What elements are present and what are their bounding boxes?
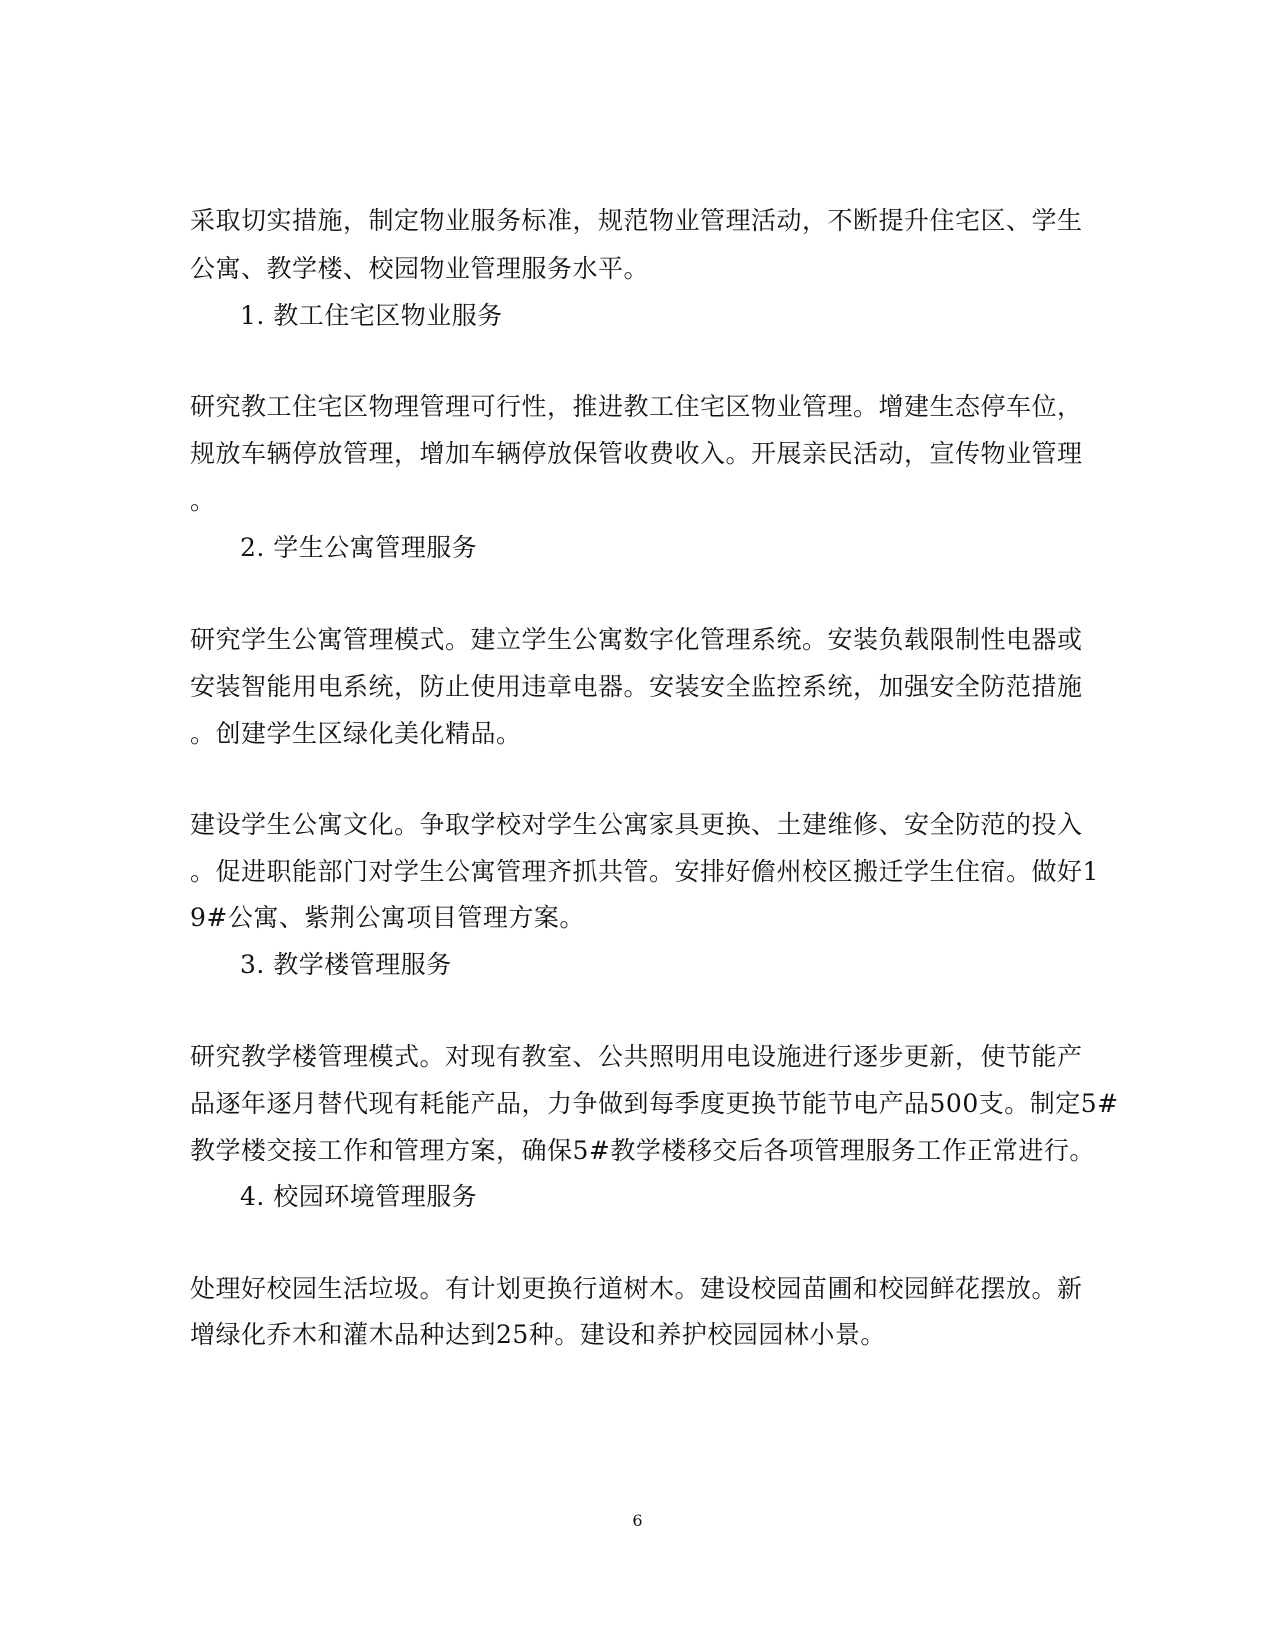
paragraph-line: 建设学生公寓文化。争取学校对学生公寓家具更换、土建维修、安全防范的投入 xyxy=(190,810,1083,839)
paragraph-line: 品逐年逐月替代现有耗能产品，力争做到每季度更换节能节电产品500支。制定5# xyxy=(190,1089,1119,1118)
section-heading: 4. 校园环境管理服务 xyxy=(240,1182,478,1211)
page-number: 6 xyxy=(632,1511,643,1530)
section-heading: 1. 教工住宅区物业服务 xyxy=(240,301,503,330)
paragraph-line: 教学楼交接工作和管理方案，确保5#教学楼移交后各项管理服务工作正常进行。 xyxy=(190,1136,1095,1165)
section-heading: 3. 教学楼管理服务 xyxy=(240,950,452,979)
section-heading: 2. 学生公寓管理服务 xyxy=(240,533,478,562)
paragraph-line: 研究学生公寓管理模式。建立学生公寓数字化管理系统。安装负载限制性电器或 xyxy=(190,625,1083,654)
paragraph-line: 。创建学生区绿化美化精品。 xyxy=(190,719,522,748)
paragraph-line: 研究教工住宅区物理管理可行性，推进教工住宅区物业管理。增建生态停车位， xyxy=(190,392,1083,421)
intro-line: 公寓、教学楼、校园物业管理服务水平。 xyxy=(190,254,650,283)
paragraph-line: 。促进职能部门对学生公寓管理齐抓共管。安排好儋州校区搬迁学生住宿。做好1 xyxy=(190,857,1099,886)
paragraph-line: 增绿化乔木和灌木品种达到25种。建设和养护校园园林小景。 xyxy=(190,1320,886,1349)
intro-line: 采取切实措施，制定物业服务标准，规范物业管理活动，不断提升住宅区、学生 xyxy=(190,206,1083,235)
paragraph-line: 研究教学楼管理模式。对现有教室、公共照明用电设施进行逐步更新，使节能产 xyxy=(190,1042,1083,1071)
paragraph-line: 。 xyxy=(190,486,216,515)
paragraph-line: 安装智能用电系统，防止使用违章电器。安装安全监控系统，加强安全防范措施 xyxy=(190,672,1083,701)
paragraph-line: 处理好校园生活垃圾。有计划更换行道树木。建设校园苗圃和校园鲜花摆放。新 xyxy=(190,1274,1083,1303)
paragraph-line: 9#公寓、紫荆公寓项目管理方案。 xyxy=(190,903,585,932)
paragraph-line: 规放车辆停放管理，增加车辆停放保管收费收入。开展亲民活动，宣传物业管理 xyxy=(190,439,1083,468)
